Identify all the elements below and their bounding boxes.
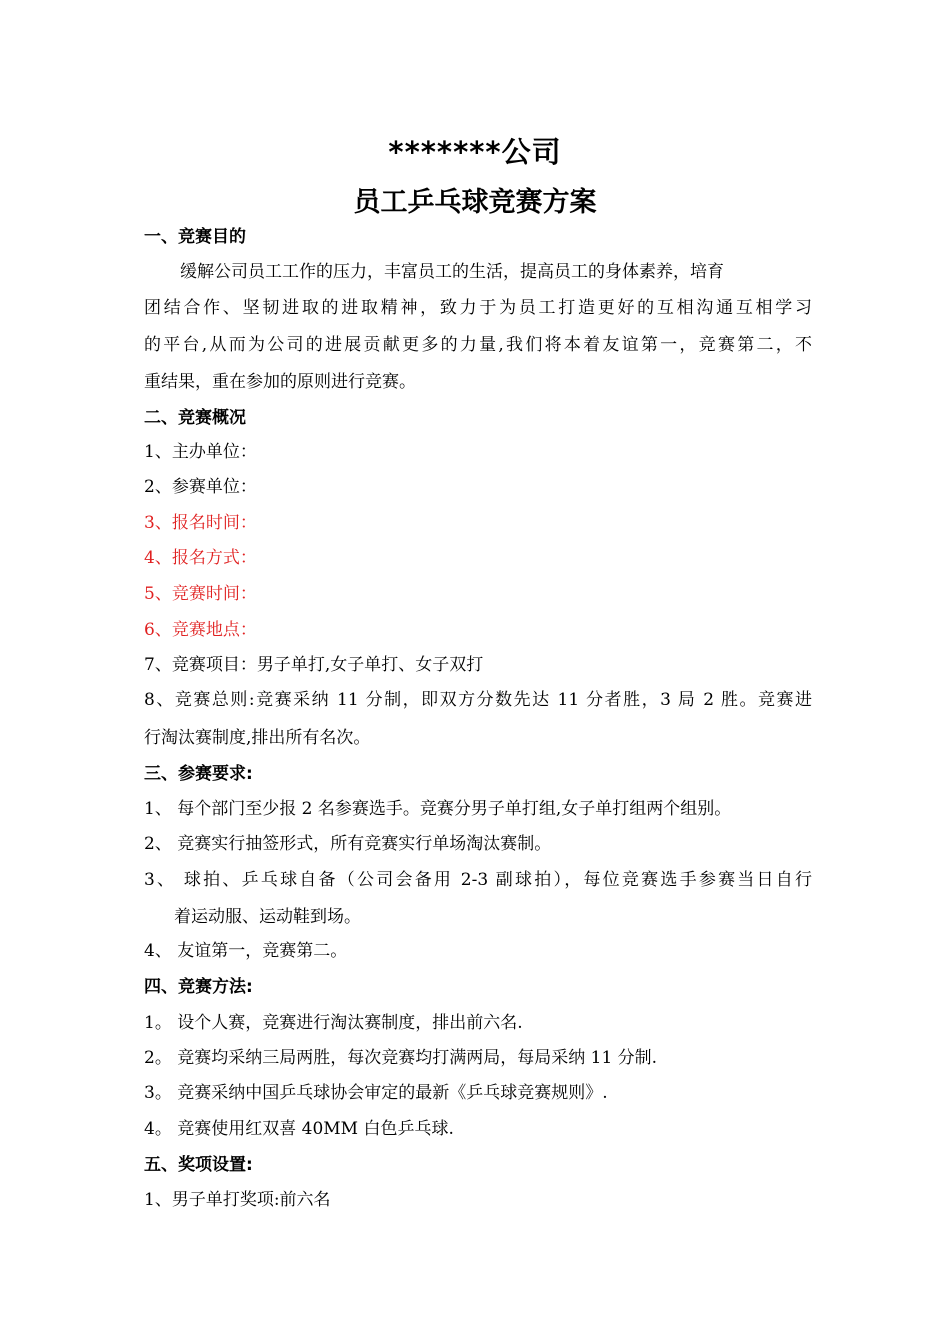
overview-item-events: 7、竞赛项目：男子单打,女子单打、女子双打 [144, 655, 484, 675]
requirement-item: 4、 友谊第一，竞赛第二。 [144, 941, 348, 961]
method-item: 1。 设个人赛，竞赛进行淘汰赛制度，排出前六名. [144, 1013, 523, 1033]
section-heading-purpose: 一、竞赛目的 [144, 227, 246, 247]
purpose-paragraph-line: 团结合作、坚韧进取的进取精神，致力于为员工打造更好的互相沟通互相学习 [144, 298, 812, 318]
method-item: 4。 竞赛使用红双喜 40MM 白色乒乓球. [144, 1119, 454, 1139]
method-item: 2。 竞赛均采纳三局两胜，每次竞赛均打满两局，每局采纳 11 分制. [144, 1048, 658, 1068]
section-heading-method: 四、竞赛方法: [144, 977, 253, 997]
overview-item-signup-time: 3、报名时间： [144, 513, 257, 533]
section-heading-overview: 二、竞赛概况 [144, 408, 246, 428]
company-title: *******公司 [388, 135, 562, 169]
overview-item-participants: 2、参赛单位： [144, 477, 257, 497]
section-heading-awards: 五、奖项设置: [144, 1155, 253, 1175]
purpose-paragraph-line: 缓解公司员工工作的压力，丰富员工的生活，提高员工的身体素养，培育 [180, 262, 724, 282]
purpose-paragraph-line: 重结果，重在参加的原则进行竞赛。 [144, 372, 416, 392]
overview-item-rules-line: 行淘汰赛制度,排出所有名次。 [144, 728, 371, 748]
overview-item-signup-method: 4、报名方式： [144, 548, 257, 568]
requirement-item: 2、 竞赛实行抽签形式，所有竞赛实行单场淘汰赛制。 [144, 834, 552, 854]
document-title: 员工乒乓球竞赛方案 [353, 187, 597, 218]
requirement-item: 1、 每个部门至少报 2 名参赛选手。竞赛分男子单打组,女子单打组两个组别。 [144, 799, 732, 819]
requirement-item: 3、 球拍、乒乓球自备（公司会备用 2-3 副球拍），每位竞赛选手参赛当日自行 [144, 870, 812, 890]
section-heading-requirements: 三、参赛要求: [144, 764, 253, 784]
requirement-item-continuation: 着运动服、运动鞋到场。 [174, 907, 361, 927]
method-item: 3。 竞赛采纳中国乒乓球协会审定的最新《乒乓球竞赛规则》. [144, 1083, 608, 1103]
overview-item-rules-line: 8、竞赛总则:竞赛采纳 11 分制，即双方分数先达 11 分者胜，3 局 2 胜。竞赛进 [144, 690, 812, 710]
overview-item-match-location: 6、竞赛地点： [144, 620, 257, 640]
award-item: 1、男子单打奖项:前六名 [144, 1190, 331, 1210]
overview-item-match-time: 5、竞赛时间： [144, 584, 257, 604]
overview-item-organizer: 1、主办单位： [144, 442, 257, 462]
purpose-paragraph-line: 的平台,从而为公司的进展贡献更多的力量,我们将本着友谊第一，竞赛第二，不 [144, 335, 812, 355]
